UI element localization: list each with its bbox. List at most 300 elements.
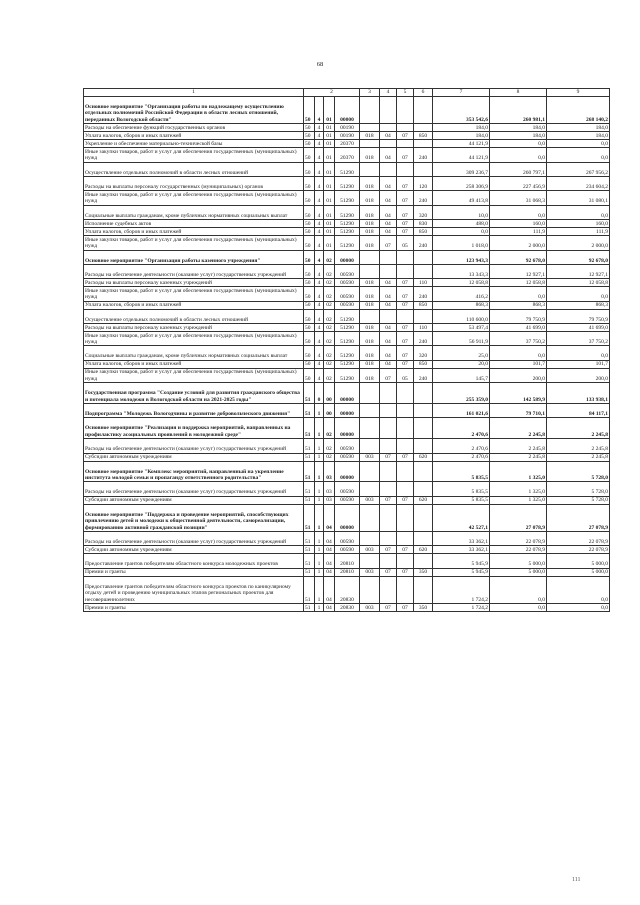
col-3 (360, 504, 380, 531)
amount-col-7: 1 724,2 (433, 603, 490, 611)
kcsr-program: 50 (304, 132, 315, 140)
amount-col-9: 5 000,0 (547, 568, 610, 576)
amount-col-7: 1 724,2 (433, 576, 490, 603)
col-6: 240 (414, 332, 433, 346)
amount-col-7: 5 945,9 (433, 568, 490, 576)
col-5 (397, 97, 414, 124)
col-3 (360, 482, 380, 496)
amount-col-7: 2 470,6 (433, 418, 490, 439)
kcsr-program: 51 (304, 482, 315, 496)
col-4 (380, 554, 397, 568)
amount-col-7: 416,2 (433, 287, 490, 301)
row-name: Подпрограмма "Молодежь Вологодчины и развитие добровольческого движения" (84, 404, 304, 418)
amount-col-7: 56 911,9 (433, 332, 490, 346)
col-5: 07 (397, 546, 414, 554)
row-name: Осуществление отдельных полномочий в области лесных отношений (84, 309, 304, 323)
kcsr-subprogram: 4 (315, 332, 324, 346)
kcsr-program: 50 (304, 324, 315, 332)
amount-col-7: 12 058,8 (433, 279, 490, 287)
kcsr-program: 50 (304, 360, 315, 368)
col-5: 07 (397, 360, 414, 368)
col-3 (360, 439, 380, 453)
col-4: 04 (380, 205, 397, 219)
kcsr-direction: 51290 (335, 236, 360, 250)
row-name: Субсидии автономным учреждениям (84, 546, 304, 554)
kcsr-subprogram: 1 (315, 603, 324, 611)
header-cell-5: 5 (397, 89, 414, 97)
amount-col-7: 309 236,7 (433, 162, 490, 176)
col-6 (414, 404, 433, 418)
col-6: 350 (414, 568, 433, 576)
kcsr-direction: 00590 (335, 532, 360, 546)
amount-col-9: 200,0 (547, 368, 610, 382)
amount-col-7: 5 835,5 (433, 482, 490, 496)
table-row (84, 140, 610, 148)
amount-col-9: 5 728,0 (547, 461, 610, 482)
row-name: Иные закупки товаров, работ и услуг для обеспечения государственных (муниципальных) нужд (84, 368, 304, 382)
col-4: 07 (380, 453, 397, 461)
kcsr-event: 02 (324, 264, 335, 278)
amount-col-8: 0,0 (490, 603, 547, 611)
col-4 (380, 504, 397, 531)
kcsr-direction: 00000 (335, 504, 360, 531)
col-6: 620 (414, 453, 433, 461)
kcsr-event: 02 (324, 309, 335, 323)
col-4 (380, 250, 397, 264)
kcsr-direction: 51290 (335, 176, 360, 190)
amount-col-8: 160,0 (490, 220, 547, 228)
col-5: 07 (397, 148, 414, 162)
row-name: Социальные выплаты гражданам, кроме публичных нормативных социальных выплат (84, 346, 304, 360)
col-6: 240 (414, 368, 433, 382)
col-3 (360, 576, 380, 603)
amount-col-8: 2 245,8 (490, 439, 547, 453)
kcsr-event: 04 (324, 576, 335, 603)
col-6 (414, 383, 433, 404)
col-6: 320 (414, 205, 433, 219)
kcsr-program: 50 (304, 148, 315, 162)
kcsr-direction: 00590 (335, 301, 360, 309)
row-name: Исполнение судебных актов (84, 220, 304, 228)
header-cell-6: 6 (414, 89, 433, 97)
amount-col-8: 868,3 (490, 301, 547, 309)
col-5 (397, 124, 414, 132)
col-6 (414, 140, 433, 148)
kcsr-program: 50 (304, 279, 315, 287)
kcsr-direction: 51290 (335, 360, 360, 368)
col-4: 07 (380, 603, 397, 611)
kcsr-direction: 20810 (335, 554, 360, 568)
amount-col-8: 0,0 (490, 148, 547, 162)
kcsr-program: 50 (304, 97, 315, 124)
amount-col-8: 101,7 (490, 360, 547, 368)
amount-col-8: 27 078,9 (490, 504, 547, 531)
col-3 (360, 461, 380, 482)
row-name: Уплата налогов, сборов и иных платежей (84, 360, 304, 368)
kcsr-subprogram: 4 (315, 360, 324, 368)
row-name: Осуществление отдельных полномочий в области лесных отношений (84, 162, 304, 176)
col-5 (397, 383, 414, 404)
col-4: 04 (380, 191, 397, 205)
amount-col-9: 0,0 (547, 603, 610, 611)
kcsr-program: 50 (304, 205, 315, 219)
col-3: 018 (360, 324, 380, 332)
kcsr-program: 51 (304, 453, 315, 461)
row-name: Расходы на выплаты персоналу государственных (муниципальных) органов (84, 176, 304, 190)
kcsr-event: 04 (324, 546, 335, 554)
row-name: Расходы на обеспечение деятельности (оказание услуг) государственных учреждений (84, 532, 304, 546)
col-6 (414, 124, 433, 132)
kcsr-direction: 00000 (335, 404, 360, 418)
col-5: 07 (397, 132, 414, 140)
col-5 (397, 162, 414, 176)
amount-col-9: 267 956,2 (547, 162, 610, 176)
amount-col-7: 868,3 (433, 301, 490, 309)
table-row (84, 576, 610, 603)
col-5: 07 (397, 603, 414, 611)
table-row (84, 404, 610, 418)
amount-col-8: 22 078,9 (490, 546, 547, 554)
col-6 (414, 250, 433, 264)
table-row (84, 124, 610, 132)
col-4: 04 (380, 220, 397, 228)
col-6: 350 (414, 603, 433, 611)
table-row (84, 461, 610, 482)
amount-col-7: 184,0 (433, 132, 490, 140)
amount-col-9: 184,0 (547, 132, 610, 140)
row-name: Иные закупки товаров, работ и услуг для обеспечения государственных (муниципальных) нужд (84, 287, 304, 301)
col-6: 850 (414, 301, 433, 309)
kcsr-program: 51 (304, 383, 315, 404)
amount-col-7: 25,0 (433, 346, 490, 360)
col-4: 04 (380, 332, 397, 346)
row-name: Уплата налогов, сборов и иных платежей (84, 132, 304, 140)
amount-col-8: 79 710,1 (490, 404, 547, 418)
col-5: 05 (397, 368, 414, 382)
header-row (84, 89, 610, 97)
col-4 (380, 439, 397, 453)
kcsr-subprogram: 4 (315, 264, 324, 278)
amount-col-7: 255 359,0 (433, 383, 490, 404)
col-4 (380, 124, 397, 132)
amount-col-9: 12 927,1 (547, 264, 610, 278)
col-6: 850 (414, 228, 433, 236)
amount-col-9: 31 080,1 (547, 191, 610, 205)
amount-col-8: 0,0 (490, 346, 547, 360)
amount-col-9: 2 245,8 (547, 453, 610, 461)
kcsr-subprogram: 1 (315, 461, 324, 482)
col-4: 07 (380, 546, 397, 554)
kcsr-subprogram: 4 (315, 132, 324, 140)
kcsr-subprogram: 4 (315, 346, 324, 360)
kcsr-direction: 00000 (335, 383, 360, 404)
amount-col-9: 184,0 (547, 124, 610, 132)
kcsr-event: 03 (324, 461, 335, 482)
kcsr-subprogram: 4 (315, 368, 324, 382)
col-4: 04 (380, 228, 397, 236)
amount-col-7: 44 121,9 (433, 148, 490, 162)
kcsr-direction: 51290 (335, 332, 360, 346)
table-row (84, 205, 610, 219)
kcsr-event: 02 (324, 368, 335, 382)
col-5: 07 (397, 301, 414, 309)
amount-col-9: 0,0 (547, 576, 610, 603)
amount-col-9: 27 078,9 (547, 504, 610, 531)
amount-col-8: 1 325,0 (490, 482, 547, 496)
amount-col-9: 79 750,9 (547, 309, 610, 323)
col-4 (380, 404, 397, 418)
kcsr-subprogram: 1 (315, 453, 324, 461)
col-4 (380, 162, 397, 176)
col-4 (380, 461, 397, 482)
amount-col-9: 41 699,0 (547, 324, 610, 332)
col-5: 07 (397, 346, 414, 360)
kcsr-direction: 51290 (335, 191, 360, 205)
header-cell-7: 7 (433, 89, 490, 97)
amount-col-9: 868,3 (547, 301, 610, 309)
table-row (84, 346, 610, 360)
amount-col-9: 0,0 (547, 140, 610, 148)
amount-col-8: 41 699,0 (490, 324, 547, 332)
amount-col-7: 1 018,0 (433, 236, 490, 250)
row-name: Иные закупки товаров, работ и услуг для обеспечения государственных (муниципальных) нужд (84, 332, 304, 346)
col-6: 240 (414, 287, 433, 301)
table-row (84, 603, 610, 611)
col-3: 003 (360, 568, 380, 576)
amount-col-7: 5 835,5 (433, 496, 490, 504)
kcsr-direction: 00190 (335, 132, 360, 140)
kcsr-program: 51 (304, 568, 315, 576)
row-name: Социальные выплаты гражданам, кроме публичных нормативных социальных выплат (84, 205, 304, 219)
col-3 (360, 140, 380, 148)
col-6 (414, 482, 433, 496)
footer-mark: 111 (572, 877, 581, 883)
kcsr-direction: 20810 (335, 568, 360, 576)
amount-col-9: 0,0 (547, 205, 610, 219)
col-3 (360, 124, 380, 132)
kcsr-program: 50 (304, 140, 315, 148)
header-cell-9: 9 (547, 89, 610, 97)
kcsr-direction: 20830 (335, 603, 360, 611)
amount-col-9: 2 000,0 (547, 236, 610, 250)
amount-col-8: 142 589,9 (490, 383, 547, 404)
kcsr-direction: 00190 (335, 124, 360, 132)
col-3 (360, 250, 380, 264)
amount-col-9: 12 058,8 (547, 279, 610, 287)
amount-col-9: 111,9 (547, 228, 610, 236)
col-6: 110 (414, 324, 433, 332)
kcsr-program: 50 (304, 220, 315, 228)
col-5 (397, 532, 414, 546)
col-4: 04 (380, 148, 397, 162)
row-name: Расходы на выплаты персоналу казенных учреждений (84, 279, 304, 287)
table-row (84, 162, 610, 176)
amount-col-8: 260 981,1 (490, 97, 547, 124)
kcsr-direction: 51290 (335, 368, 360, 382)
kcsr-event: 00 (324, 383, 335, 404)
amount-col-7: 53 497,4 (433, 324, 490, 332)
kcsr-direction: 51290 (335, 309, 360, 323)
amount-col-7: 44 121,9 (433, 140, 490, 148)
col-5: 07 (397, 453, 414, 461)
kcsr-subprogram: 1 (315, 404, 324, 418)
kcsr-event: 01 (324, 97, 335, 124)
col-3 (360, 404, 380, 418)
amount-col-7: 2 470,6 (433, 439, 490, 453)
kcsr-program: 51 (304, 461, 315, 482)
table-row (84, 554, 610, 568)
amount-col-7: 33 362,1 (433, 546, 490, 554)
kcsr-program: 50 (304, 264, 315, 278)
amount-col-8: 12 058,8 (490, 279, 547, 287)
kcsr-subprogram: 4 (315, 309, 324, 323)
amount-col-7: 5 945,9 (433, 554, 490, 568)
table-row (84, 250, 610, 264)
row-name: Предоставление грантов победителям областного конкурса молодежных проектов (84, 554, 304, 568)
kcsr-direction: 20830 (335, 576, 360, 603)
kcsr-program: 50 (304, 124, 315, 132)
col-3: 003 (360, 453, 380, 461)
col-5: 07 (397, 568, 414, 576)
kcsr-program: 50 (304, 287, 315, 301)
kcsr-event: 02 (324, 418, 335, 439)
kcsr-direction: 00590 (335, 453, 360, 461)
col-3: 018 (360, 220, 380, 228)
amount-col-8: 0,0 (490, 205, 547, 219)
amount-col-7: 353 542,6 (433, 97, 490, 124)
col-6 (414, 97, 433, 124)
kcsr-event: 02 (324, 301, 335, 309)
col-5: 07 (397, 324, 414, 332)
kcsr-direction: 51290 (335, 220, 360, 228)
table-row (84, 504, 610, 531)
kcsr-program: 51 (304, 439, 315, 453)
col-3: 018 (360, 360, 380, 368)
kcsr-event: 04 (324, 603, 335, 611)
kcsr-program: 50 (304, 228, 315, 236)
kcsr-event: 01 (324, 228, 335, 236)
table-row (84, 301, 610, 309)
col-3: 018 (360, 176, 380, 190)
col-6: 830 (414, 220, 433, 228)
amount-col-8: 2 245,8 (490, 418, 547, 439)
kcsr-event: 00 (324, 404, 335, 418)
amount-col-8: 200,0 (490, 368, 547, 382)
kcsr-subprogram: 1 (315, 554, 324, 568)
col-5 (397, 264, 414, 278)
table-row (84, 482, 610, 496)
table-row (84, 132, 610, 140)
table-row (84, 309, 610, 323)
col-6 (414, 554, 433, 568)
amount-col-9: 92 678,0 (547, 250, 610, 264)
col-6 (414, 532, 433, 546)
col-5 (397, 554, 414, 568)
col-4: 04 (380, 287, 397, 301)
kcsr-subprogram: 4 (315, 140, 324, 148)
amount-col-8: 2 245,8 (490, 453, 547, 461)
amount-col-9: 2 245,8 (547, 439, 610, 453)
row-name: Основное мероприятие "Организация работы казенного учреждения" (84, 250, 304, 264)
row-name: Расходы на обеспечение деятельности (оказание услуг) государственных учреждений (84, 264, 304, 278)
table-row (84, 568, 610, 576)
amount-col-7: 110 600,0 (433, 309, 490, 323)
col-3: 018 (360, 132, 380, 140)
kcsr-program: 50 (304, 332, 315, 346)
col-3 (360, 264, 380, 278)
col-6: 320 (414, 346, 433, 360)
table-row (84, 546, 610, 554)
table-row (84, 439, 610, 453)
amount-col-9: 234 604,2 (547, 176, 610, 190)
kcsr-program: 51 (304, 603, 315, 611)
kcsr-direction: 00590 (335, 482, 360, 496)
amount-col-8: 12 927,1 (490, 264, 547, 278)
col-4: 07 (380, 496, 397, 504)
amount-col-9: 101,7 (547, 360, 610, 368)
kcsr-event: 01 (324, 191, 335, 205)
budget-table (83, 88, 610, 612)
row-name: Уплата налогов, сборов и иных платежей (84, 228, 304, 236)
table-row (84, 324, 610, 332)
kcsr-event: 01 (324, 236, 335, 250)
amount-col-7: 5 835,5 (433, 461, 490, 482)
row-name: Расходы на обеспечение деятельности (оказание услуг) государственных учреждений (84, 482, 304, 496)
table-row (84, 228, 610, 236)
col-4: 04 (380, 346, 397, 360)
header-cell-8: 8 (490, 89, 547, 97)
kcsr-subprogram: 4 (315, 176, 324, 190)
col-5: 07 (397, 228, 414, 236)
table-row (84, 220, 610, 228)
kcsr-event: 01 (324, 132, 335, 140)
kcsr-event: 03 (324, 482, 335, 496)
col-4: 07 (380, 368, 397, 382)
kcsr-program: 51 (304, 554, 315, 568)
kcsr-direction: 20370 (335, 140, 360, 148)
amount-col-8: 260 797,1 (490, 162, 547, 176)
col-4 (380, 97, 397, 124)
col-3: 018 (360, 148, 380, 162)
col-5 (397, 250, 414, 264)
row-name: Государственная программа "Создание условий для развития гражданского общества и потенциала молодежи в Вологодской области на 2021-2025 годы" (84, 383, 304, 404)
col-6: 240 (414, 148, 433, 162)
kcsr-program: 50 (304, 162, 315, 176)
kcsr-subprogram: 1 (315, 482, 324, 496)
kcsr-subprogram: 0 (315, 383, 324, 404)
page-number: 68 (316, 61, 324, 68)
col-5: 07 (397, 176, 414, 190)
kcsr-program: 51 (304, 496, 315, 504)
amount-col-8: 184,0 (490, 124, 547, 132)
kcsr-program: 50 (304, 191, 315, 205)
kcsr-event: 03 (324, 496, 335, 504)
table-row (84, 418, 610, 439)
col-3: 018 (360, 191, 380, 205)
col-4 (380, 576, 397, 603)
row-name: Расходы на обеспечение функций государственных органов (84, 124, 304, 132)
row-name: Иные закупки товаров, работ и услуг для обеспечения государственных (муниципальных) нужд (84, 236, 304, 250)
kcsr-subprogram: 4 (315, 148, 324, 162)
kcsr-direction: 00000 (335, 250, 360, 264)
col-6: 620 (414, 546, 433, 554)
kcsr-direction: 00000 (335, 418, 360, 439)
kcsr-direction: 00590 (335, 439, 360, 453)
col-3: 003 (360, 496, 380, 504)
row-name: Иные закупки товаров, работ и услуг для обеспечения государственных (муниципальных) нужд (84, 148, 304, 162)
amount-col-7: 145,7 (433, 368, 490, 382)
kcsr-subprogram: 4 (315, 162, 324, 176)
